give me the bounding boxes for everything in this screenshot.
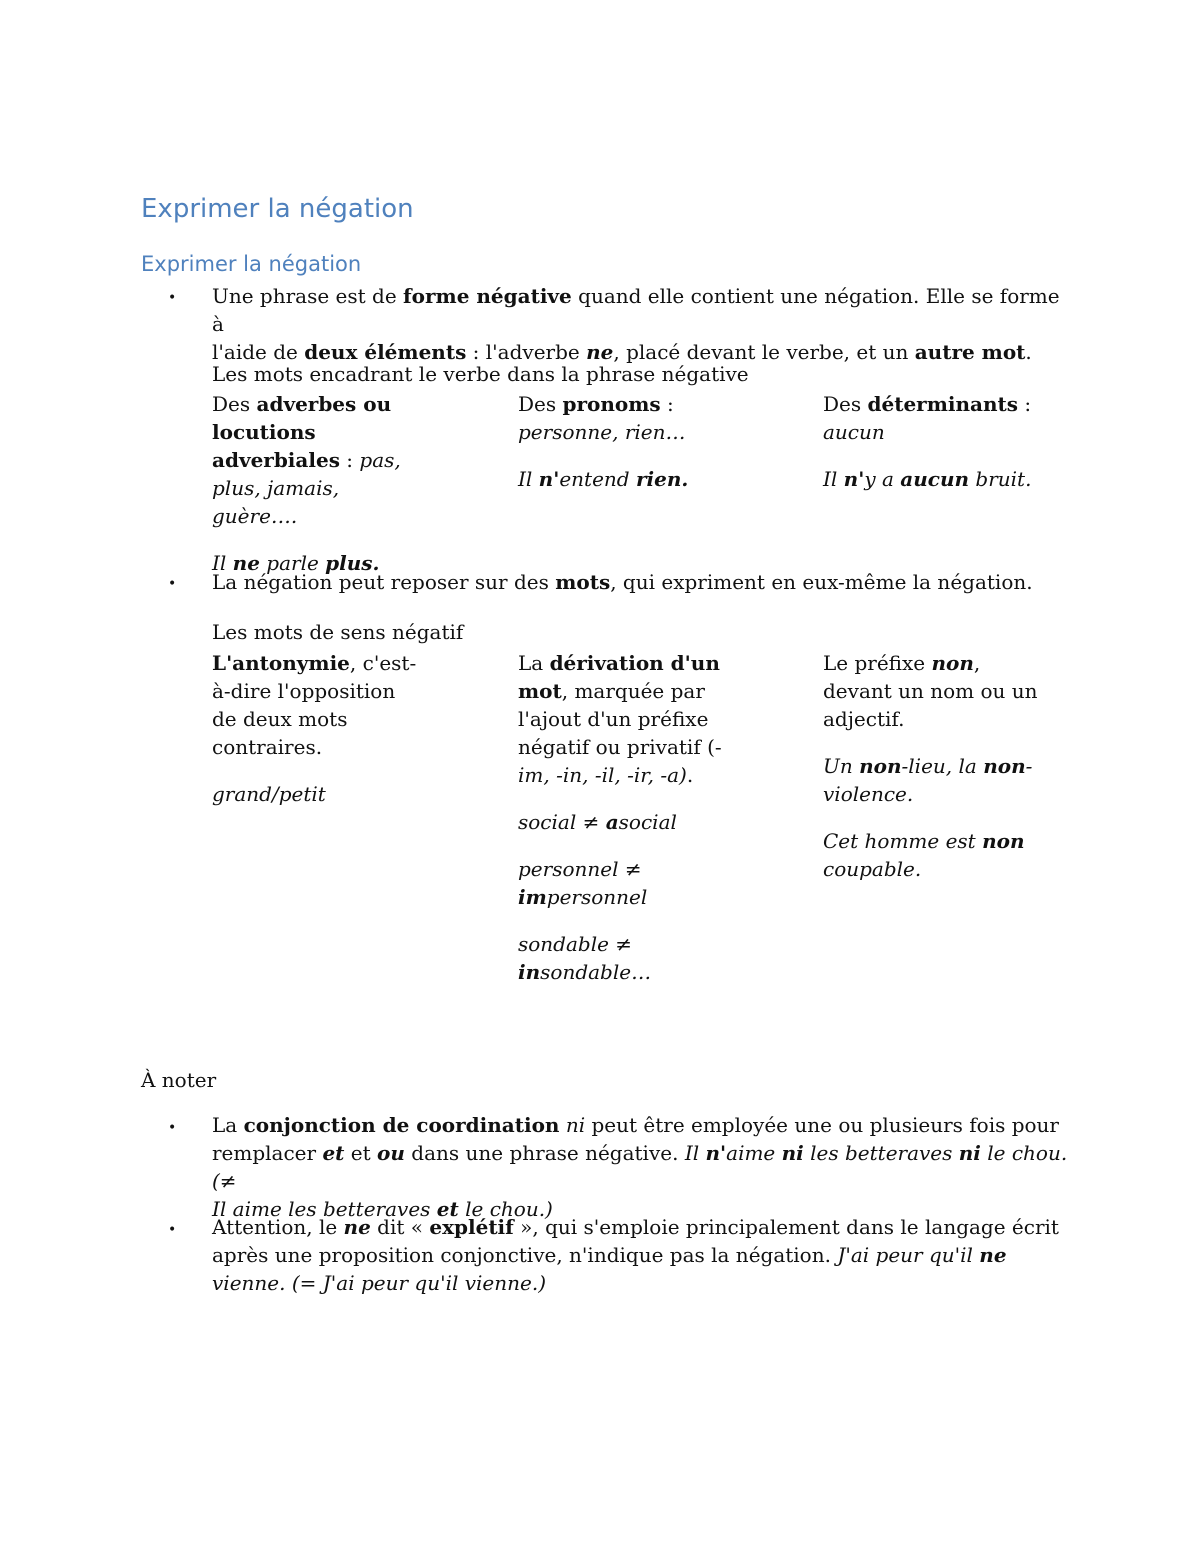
note-1-text: La conjonction de coordination ni peut être employée une ou plusieurs fois pour remplacer et et ou dans une phrase négative. Il n'aime ni les betteraves ni le chou. (≠ Il aime les betteraves et le chou.): [212, 1113, 1068, 1221]
section-heading: Exprimer la négation: [141, 252, 362, 276]
table-2-col-derivation: La dérivation d'un mot, marquée par l'ajout d'un préfixe négatif ou privatif (- im, -in, -il, -ir, -a). social ≠ asocial personnel ≠ impersonnel sondable ≠ insondable…: [518, 651, 722, 984]
bullet-2-glyph: •: [168, 576, 177, 592]
page-title: Exprimer la négation: [141, 194, 414, 224]
table-2-col-antonymie: L'antonymie, c'est- à-dire l'opposition de deux mots contraires. grand/petit: [212, 651, 417, 806]
note-1-glyph: •: [168, 1120, 177, 1136]
table-2-caption: Les mots de sens négatif: [212, 620, 464, 644]
bullet-2-text: La négation peut reposer sur des mots, qui expriment en eux-même la négation.: [212, 570, 1033, 594]
note-heading: À noter: [141, 1068, 217, 1092]
table-1-col-determinants: Des déterminants : aucun Il n'y a aucun bruit.: [823, 392, 1032, 491]
table-1-col-adverbes: Des adverbes ou locutions adverbiales : pas, plus, jamais, guère…. Il ne parle plus.: [212, 392, 401, 575]
bullet-1-text: Une phrase est de forme négative quand elle contient une négation. Elle se forme à l'aide de deux éléments : l'adverbe ne, placé devant le verbe, et un autre mot.: [212, 284, 1060, 364]
note-2-glyph: •: [168, 1222, 177, 1238]
bullet-1-glyph: •: [168, 290, 177, 306]
table-1-col-pronoms: Des pronoms : personne, rien… Il n'entend rien.: [518, 392, 689, 491]
note-2-text: Attention, le ne dit « explétif », qui s'emploie principalement dans le langage écrit après une proposition conjonctive, n'indique pas la négation. J'ai peur qu'il ne vienne. (= J'ai peur qu'il vienne.): [212, 1215, 1059, 1295]
table-1-caption: Les mots encadrant le verbe dans la phrase négative: [212, 362, 749, 386]
table-2-col-prefixe-non: Le préfixe non, devant un nom ou un adjectif. Un non-lieu, la non- violence. Cet homme est non coupable.: [823, 651, 1038, 881]
